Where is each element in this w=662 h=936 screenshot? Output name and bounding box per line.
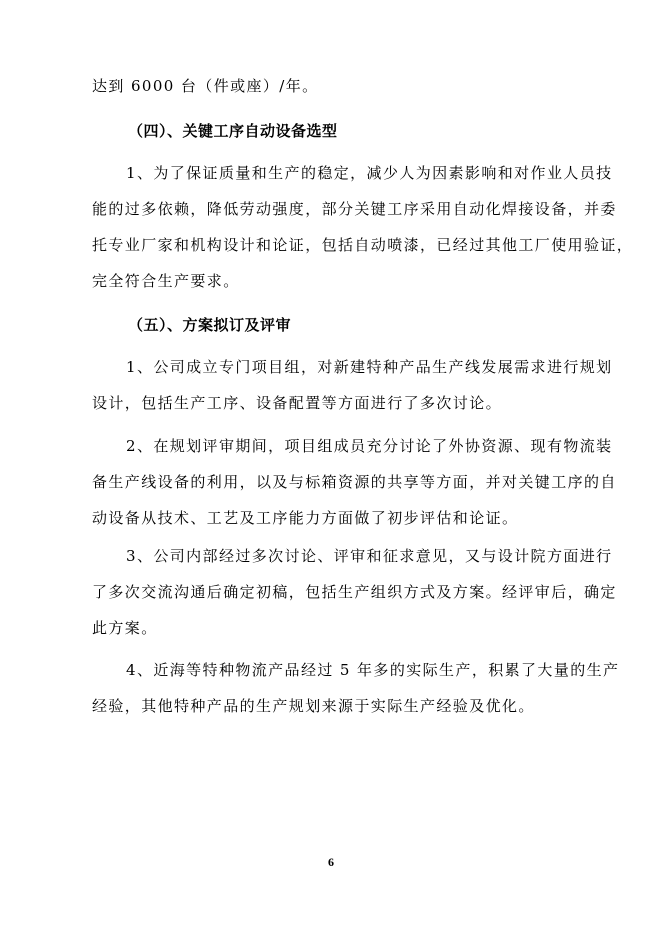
paragraph-line: 1、公司成立专门项目组，对新建特种产品生产线发展需求进行规划 — [126, 358, 613, 376]
paragraph-line: 托专业厂家和机构设计和论证，包括自动喷漆，已经过其他工厂使用验证， — [92, 236, 634, 254]
paragraph-line: 了多次交流沟通后确定初稿，包括生产组织方式及方案。经评审后，确定 — [92, 583, 617, 601]
page-number: 6 — [328, 855, 334, 869]
paragraph-line: 设计，包括生产工序、设备配置等方面进行了多次讨论。 — [92, 394, 503, 412]
paragraph-line: 完全符合生产要求。 — [92, 272, 240, 290]
paragraph-line: 动设备从技术、工艺及工序能力方面做了初步评估和论证。 — [92, 509, 519, 527]
paragraph-line: 备生产线设备的利用，以及与标箱资源的共享等方面，并对关键工序的自 — [92, 473, 617, 491]
paragraph-line: 3、公司内部经过多次讨论、评审和征求意见，又与设计院方面进行 — [126, 547, 613, 565]
paragraph-line: 经验，其他特种产品的生产规划来源于实际生产经验及优化。 — [92, 697, 535, 715]
paragraph-line: 此方案。 — [92, 619, 158, 637]
section-heading-4: （四）、关键工序自动设备选型 — [128, 122, 338, 140]
paragraph-line: 4、近海等特种物流产品经过 5 年多的实际生产，积累了大量的生产 — [126, 661, 620, 679]
paragraph-line-continuation: 达到 6000 台（件或座）/年。 — [92, 77, 319, 95]
paragraph-line: 能的过多依赖，降低劳动强度，部分关键工序采用自动化焊接设备，并委 — [92, 200, 617, 218]
section-heading-5: （五）、方案拟订及评审 — [128, 316, 292, 334]
paragraph-line: 1、为了保证质量和生产的稳定，减少人为因素影响和对作业人员技 — [126, 164, 613, 182]
paragraph-line: 2、在规划评审期间，项目组成员充分讨论了外协资源、现有物流装 — [126, 437, 613, 455]
